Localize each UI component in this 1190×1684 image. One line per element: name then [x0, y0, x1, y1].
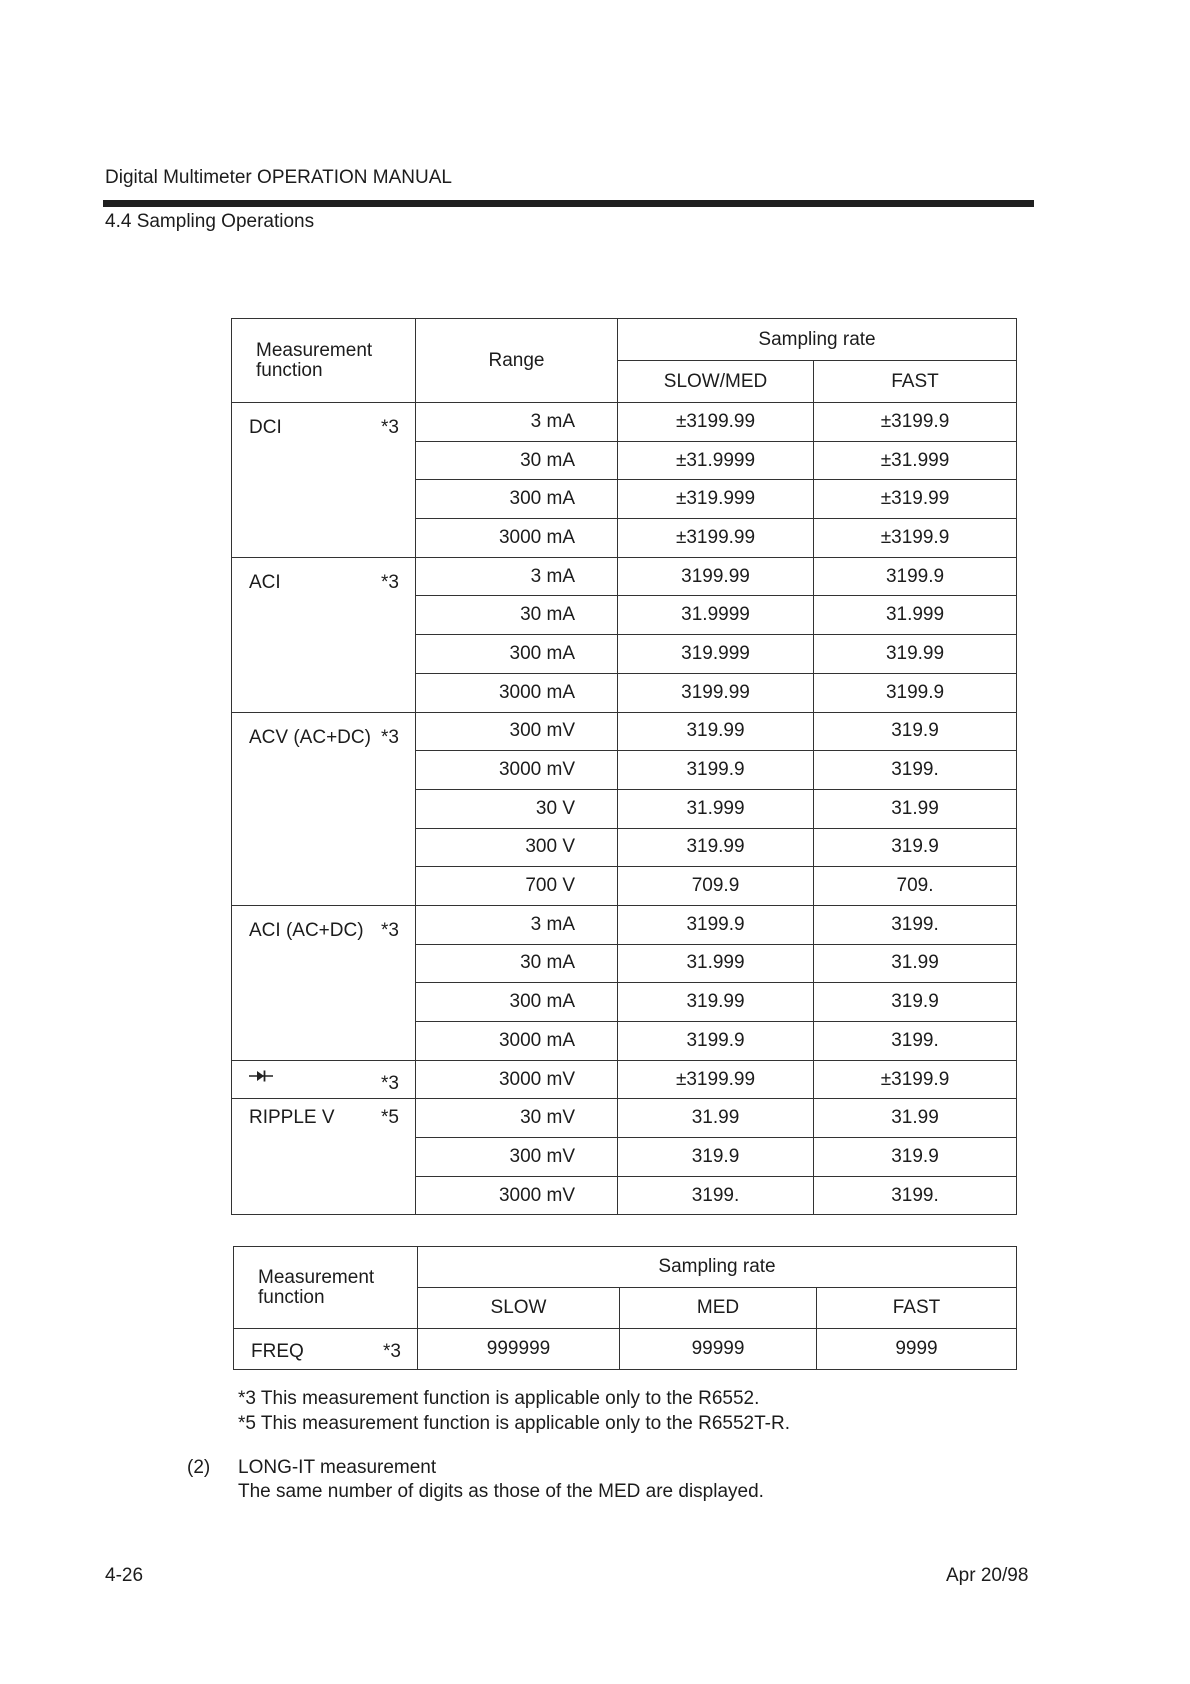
function-cell-dci: DCI *3 — [232, 403, 416, 558]
slow-med-header: SLOW/MED — [618, 361, 814, 403]
paragraph-title: LONG-IT measurement — [238, 1457, 437, 1478]
table-row: 30 V 31.999 31.99 — [232, 789, 1017, 828]
section-title: 4.4 Sampling Operations — [105, 211, 315, 232]
manual-title: Digital Multimeter OPERATION MANUAL — [105, 167, 452, 188]
function-cell-aci-acdc: ACI (AC+DC) *3 — [232, 905, 416, 1060]
table-row: 300 V 319.99 319.9 — [232, 828, 1017, 867]
table-row: 30 mA 31.9999 31.999 — [232, 596, 1017, 635]
sampling-rate-table — [231, 318, 1017, 1215]
range-header: Range — [416, 319, 618, 403]
diode-icon — [249, 1069, 273, 1083]
table-row: 300 mV 319.9 319.9 — [232, 1138, 1017, 1177]
function-cell-acv-acdc: ACV (AC+DC) *3 — [232, 712, 416, 905]
table-row: ACI *3 3 mA 3199.99 3199.9 — [232, 557, 1017, 596]
table-row: FREQ *3 999999 99999 9999 — [234, 1329, 1017, 1370]
measurement-function-header: Measurement function — [234, 1247, 418, 1329]
measurement-function-header: Measurement function — [232, 319, 416, 403]
function-cell-freq: FREQ *3 — [234, 1329, 418, 1370]
revision-date: Apr 20/98 — [946, 1565, 1029, 1586]
med-header: MED — [620, 1288, 817, 1329]
freq-sampling-rate-table — [233, 1246, 1017, 1370]
function-cell-aci: ACI *3 — [232, 557, 416, 712]
paragraph-body: The same number of digits as those of the MED are displayed. — [238, 1481, 764, 1502]
table-row: DCI *3 3 mA ±3199.99 ±3199.9 — [232, 403, 1017, 442]
table-row: 3000 mV 3199.9 3199. — [232, 751, 1017, 790]
footnote-5: *5 This measurement function is applicable only to the R6552T-R. — [238, 1413, 791, 1434]
header-rule — [103, 200, 1034, 207]
table-row: 300 mA 319.99 319.9 — [232, 983, 1017, 1022]
table-row: 30 mA 31.999 31.99 — [232, 944, 1017, 983]
sampling-rate-header: Sampling rate — [618, 319, 1017, 361]
table-row: *3 3000 mV ±3199.99 ±3199.9 — [232, 1060, 1017, 1099]
paragraph-number: (2) — [187, 1457, 211, 1478]
table-row: 300 mA 319.999 319.99 — [232, 635, 1017, 674]
function-cell-ripple-v: RIPPLE V *5 — [232, 1099, 416, 1215]
page-number: 4-26 — [105, 1565, 144, 1586]
sampling-rate-header: Sampling rate — [418, 1247, 1017, 1288]
table-row: RIPPLE V *5 30 mV 31.99 31.99 — [232, 1099, 1017, 1138]
function-cell-diode: *3 — [232, 1060, 416, 1099]
slow-header: SLOW — [418, 1288, 620, 1329]
table-row: 3000 mA 3199.99 3199.9 — [232, 673, 1017, 712]
footnote-3: *3 This measurement function is applicable only to the R6552. — [238, 1388, 760, 1409]
table-row: 3000 mA 3199.9 3199. — [232, 1022, 1017, 1061]
table-row: 3000 mV 3199. 3199. — [232, 1176, 1017, 1215]
table-row: ACI (AC+DC) *3 3 mA 3199.9 3199. — [232, 905, 1017, 944]
table-row: ACV (AC+DC) *3 300 mV 319.99 319.9 — [232, 712, 1017, 751]
fast-header: FAST — [817, 1288, 1017, 1329]
table-row: 300 mA ±319.999 ±319.99 — [232, 480, 1017, 519]
table-row: 3000 mA ±3199.99 ±3199.9 — [232, 519, 1017, 558]
fast-header: FAST — [814, 361, 1017, 403]
table-row: 30 mA ±31.9999 ±31.999 — [232, 441, 1017, 480]
table-row: 700 V 709.9 709. — [232, 867, 1017, 906]
